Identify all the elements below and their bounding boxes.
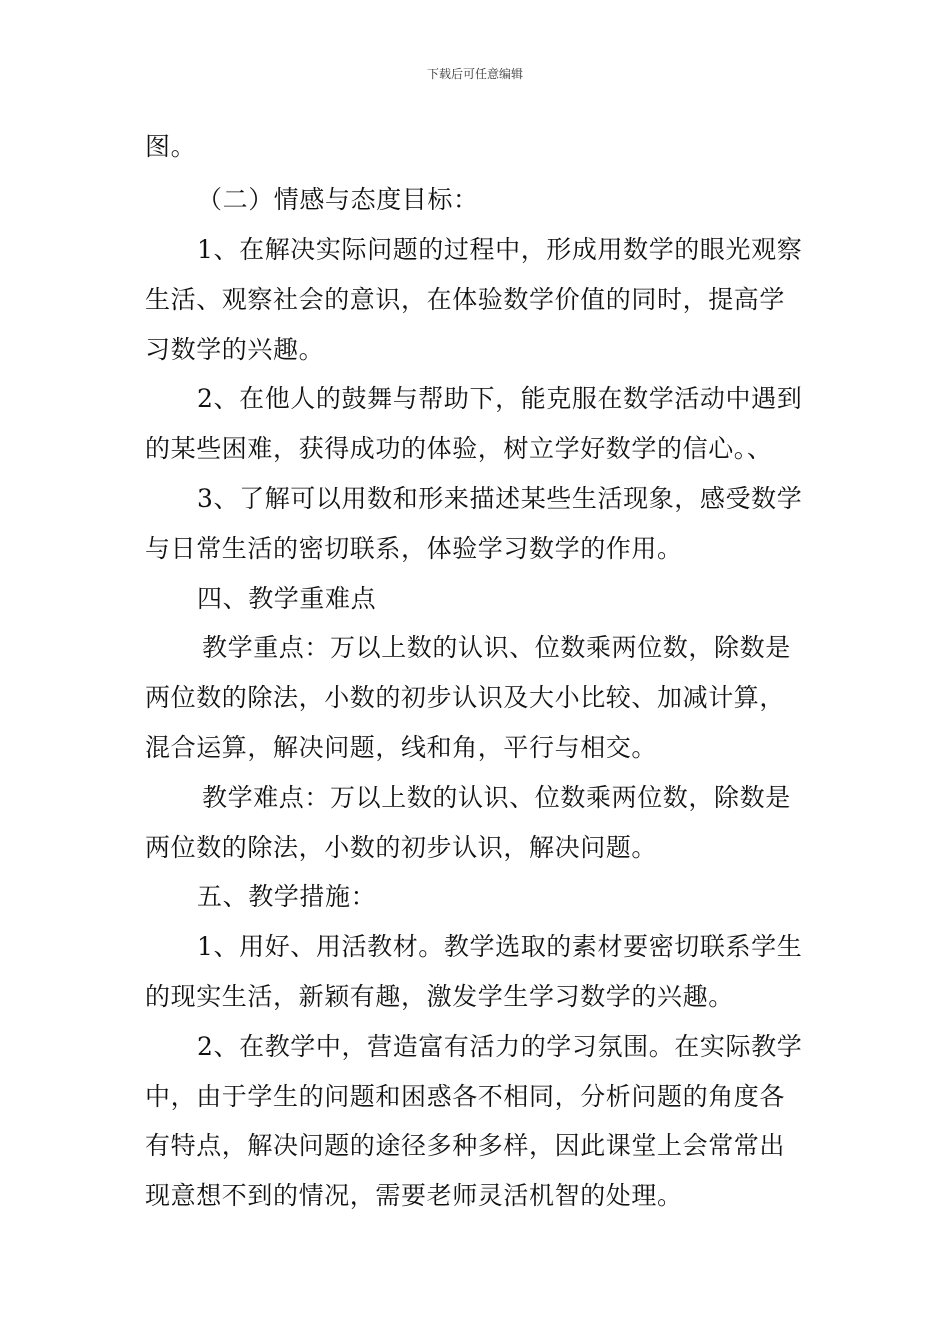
text-line: 图。	[145, 132, 197, 161]
text-line: 与日常生活的密切联系，体验学习数学的作用。	[145, 534, 683, 563]
text-line: 有特点，解决问题的途径多种多样，因此课堂上会常常出	[145, 1131, 786, 1160]
text-line: 生活、观察社会的意识，在体验数学价值的同时，提高学	[145, 285, 786, 314]
text-line: 的现实生活，新颖有趣，激发学生学习数学的兴趣。	[145, 982, 734, 1011]
section-heading: 五、教学措施：	[197, 882, 377, 911]
text-line: 的某些困难，获得成功的体验，树立学好数学的信心。、	[145, 434, 773, 463]
text-line: 现意想不到的情况，需要老师灵活机智的处理。	[145, 1181, 683, 1210]
text-line: 2、在他人的鼓舞与帮助下，能克服在数学活动中遇到	[197, 384, 803, 413]
section-heading: 四、教学重难点	[197, 584, 377, 613]
text-line: 习数学的兴趣。	[145, 335, 325, 364]
text-line: 教学难点：万以上数的认识、位数乘两位数，除数是	[202, 783, 791, 812]
text-line: 2、在教学中，营造富有活力的学习氛围。在实际教学	[197, 1032, 803, 1061]
text-line: 中，由于学生的问题和困惑各不相同，分析问题的角度各	[145, 1082, 786, 1111]
text-line: 3、了解可以用数和形来描述某些生活现象，感受数学	[197, 484, 803, 513]
text-line: 1、在解决实际问题的过程中，形成用数学的眼光观察	[197, 235, 803, 264]
page-header: 下载后可任意编辑	[426, 67, 523, 81]
section-heading: （二）情感与态度目标：	[197, 185, 479, 214]
text-line: 两位数的除法，小数的初步认识，解决问题。	[145, 833, 658, 862]
text-line: 两位数的除法，小数的初步认识及大小比较、加减计算，	[145, 683, 786, 712]
text-line: 教学重点：万以上数的认识、位数乘两位数，除数是	[202, 633, 791, 662]
text-line: 1、用好、用活教材。教学选取的素材要密切联系学生	[197, 932, 803, 961]
text-line: 混合运算，解决问题，线和角，平行与相交。	[145, 733, 658, 762]
